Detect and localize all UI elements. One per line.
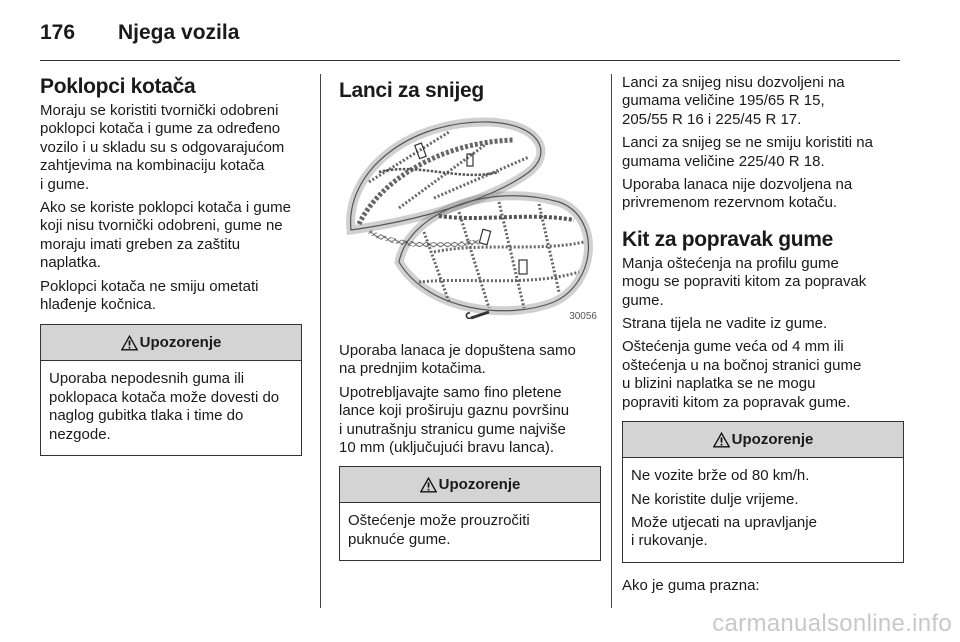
warning-title: Upozorenje (139, 334, 222, 352)
paragraph: Lanci za snijeg se ne smiju koristiti na gumama veličine 225/40 R 18. (622, 134, 873, 170)
warning-text: Oštećenje može prouzročiti puknuće gume. (348, 512, 530, 548)
column-divider-2 (611, 74, 612, 608)
warning-box (622, 421, 904, 563)
warning-text: Ne koristite dulje vrijeme. (631, 490, 799, 508)
paragraph: Uporaba lanaca nije dozvoljena na privremenom rezervnom kotaču. (622, 176, 853, 212)
warning-box (339, 466, 601, 561)
paragraph: Ako se koriste poklopci kotača i gume koji nisu tvornički odobreni, gume ne moraju imati greben za zaštitu naplatka. (40, 199, 291, 272)
warning-header (41, 325, 301, 361)
paragraph: Strana tijela ne vadite iz gume. (622, 315, 828, 333)
column-wheel-covers (40, 74, 302, 456)
warning-text: Uporaba nepodesnih guma ili poklopaca kotača može dovesti do naglog gubitka tlaka i time do nezgode. (49, 370, 280, 443)
section-heading-tire-repair-kit: Kit za popravak gume (622, 227, 834, 251)
paragraph: Manja oštećenja na profilu gume mogu se popraviti kitom za popravak gume. (622, 254, 867, 309)
snow-chain-illustration (339, 112, 601, 324)
paragraph: Ako je guma prazna: (622, 576, 760, 594)
warning-body (340, 503, 600, 560)
warning-triangle-icon (121, 335, 138, 351)
header-rule (40, 60, 900, 61)
warning-box (40, 324, 302, 456)
section-heading-snow-chains: Lanci za snijeg (339, 79, 484, 102)
snow-chain-figure (339, 112, 601, 324)
warning-body (41, 361, 301, 455)
warning-header (623, 422, 903, 458)
chapter-title: Njega vozila (118, 21, 240, 44)
warning-text: Može utjecati na upravljanje i rukovanje. (631, 513, 817, 550)
warning-triangle-icon (713, 432, 730, 448)
paragraph: Uporaba lanaca je dopuštena samo na prednjim kotačima. (339, 342, 576, 378)
warning-text: Ne vozite brže od 80 km/h. (631, 467, 810, 485)
warning-header (340, 467, 600, 503)
warning-triangle-icon (420, 477, 437, 493)
paragraph: Moraju se koristiti tvornički odobreni poklopci kotača i gume za određeno vozilo i u skladu su s odgovarajućom zahtjevima na kombinaciju kotača i gume. (40, 102, 285, 193)
paragraph: Oštećenja gume veća od 4 mm ili oštećenja u na bočnoj stranici gume u blizini naplatka se ne mogu popraviti kitom za popravak gume. (622, 338, 862, 411)
paragraph: Poklopci kotača ne smiju ometati hlađenje kočnica. (40, 277, 259, 314)
page-number: 176 (40, 21, 76, 44)
warning-body (623, 458, 903, 562)
paragraph: Lanci za snijeg nisu dozvoljeni na gumama veličine 195/65 R 15, 205/55 R 16 i 225/45 R 17. (622, 74, 845, 128)
page-header (40, 18, 239, 48)
watermark: carmanualsonline.info (712, 610, 952, 637)
column-snow-chains (339, 74, 601, 561)
warning-title: Upozorenje (731, 431, 814, 449)
section-heading-wheel-covers: Poklopci kotača (40, 75, 196, 98)
column-chain-sizes-and-repair-kit (622, 74, 904, 600)
paragraph: Upotrebljavajte samo fino pletene lance koji proširuju gaznu površinu i unutrašnju stranicu gume najviše 10 mm (uključujući bravu lanca). (339, 383, 570, 457)
column-divider-1 (320, 74, 321, 608)
warning-title: Upozorenje (438, 476, 521, 494)
figure-code: 30056 (569, 311, 597, 322)
